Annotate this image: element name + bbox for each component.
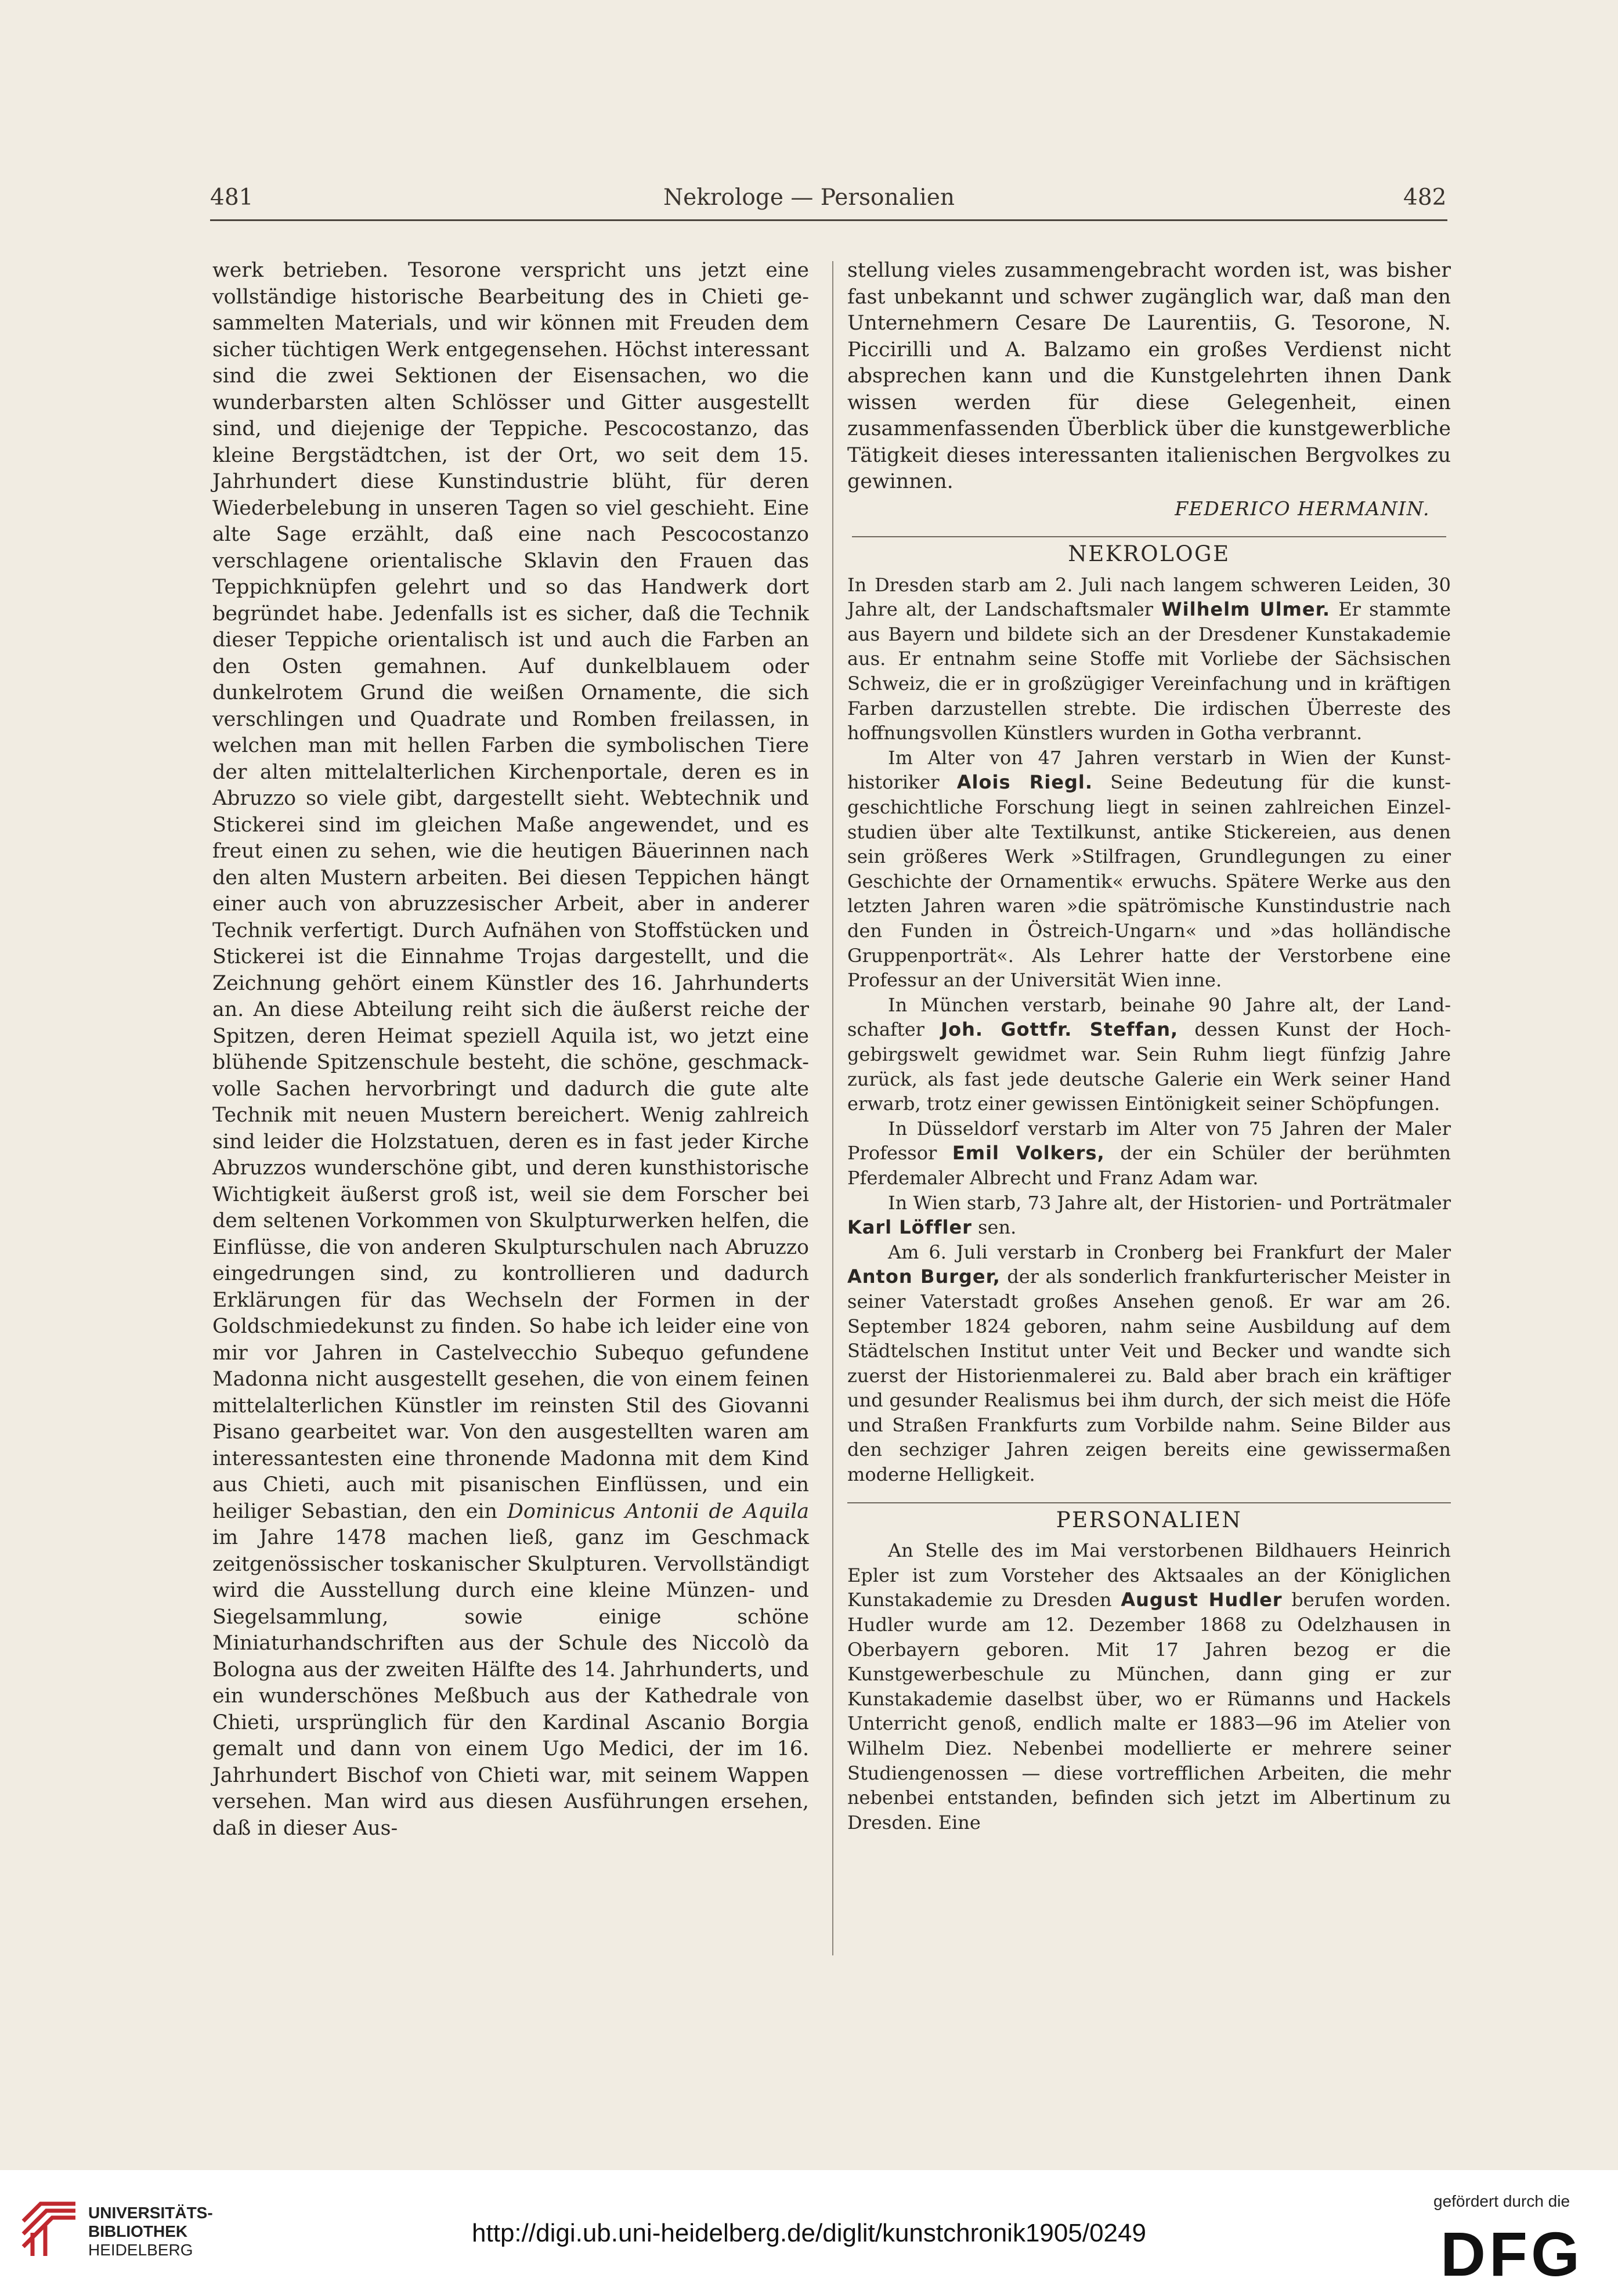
column-divider xyxy=(832,261,833,1955)
obituary-entry xyxy=(847,1240,1451,1487)
left-text-continued: im Jahre 1478 machen ließ, ganz im Geschmack zeitgenössischer toskanischer Skulpturen. Vervollständigt wird die Ausstellung durch eine kleine Münzen- und Siegelsammlung, sowie einige schöne Miniaturhandschriften aus der Schule des Niccolò da Bologna aus der zweiten Hälfte des 14. Jahrhunderts, und ein wunderschönes Meßbuch aus der Kathedrale von Chieti, ursprünglich für den Kardinal Ascanio Borgia gemalt und dann von einem Ugo Medici, der im 16. Jahrhundert Bischof von Chieti war, mit seinem Wappen versehen. Man wird aus diesen Ausführungen ersehen, daß in dieser Aus- xyxy=(212,1526,809,1840)
section-title-personalien: PERSONALIEN xyxy=(1056,1507,1243,1532)
obituary-text: sen. xyxy=(978,1216,1017,1239)
page-number-left: 481 xyxy=(210,185,254,211)
obituary-text: Seine Bedeutung für die kunstgeschichtliche Forschung liegt in seinen zahlreichen Einzelstudien über alte Textilkunst, antike Stickereien, aus denen sein größeres Werk »Stilfragen, Grundlegungen zu einer Geschichte der Ornamentik« erwuchs. Spätere Werke aus den letzten Jahren waren »die spätrömische Kunstindustrie nach den Funden in Östreich-Ungarn« und »das holländische Gruppenporträt«. Als Lehrer hatte der Verstorbene eine Professur an der Universität Wien inne. xyxy=(847,771,1451,992)
obituary-text: In München verstarb, beinahe 90 Jahre alt, der Landschafter xyxy=(847,993,1451,1041)
personalien-name: August Hudler xyxy=(1121,1589,1283,1611)
section-rule xyxy=(847,1502,1451,1503)
section-rule xyxy=(852,536,1446,537)
obituary-name: Joh. Gottfr. Steffan, xyxy=(941,1018,1179,1041)
obituary-entry xyxy=(847,1191,1451,1240)
author-signature: FEDERICO HERMANIN. xyxy=(1175,497,1430,520)
running-header-title: Nekrologe — Personalien xyxy=(663,185,955,211)
obituary-text: dessen Kunst der Hochgebirgswelt gewidmet war. Sein Ruhm liegt fünfzig Jahre zurück, als fast jede deutsche Galerie ein Werk seiner Hand erwarb, trotz einer gewissen Eintönigkeit seiner Schöpfungen. xyxy=(847,1018,1451,1115)
obituary-entry xyxy=(847,573,1451,746)
personalien-text: An Stelle des im Mai verstorbenen Bildhauers Heinrich Epler ist zum Vorsteher des Aktsaales an der Königlichen Kunstakademie zu Dresden xyxy=(847,1539,1451,1611)
left-column xyxy=(212,258,809,1842)
header-rule xyxy=(210,219,1447,221)
dfg-logo: DFG xyxy=(1440,2219,1583,2289)
source-url-link[interactable]: http://digi.ub.uni-heidelberg.de/diglit/kunstchronik1905/0249 xyxy=(472,2219,1146,2247)
obituary-entry xyxy=(847,993,1451,1116)
obituary-name: Emil Volkers, xyxy=(952,1142,1105,1165)
obituary-text: der ein Schüler der berühmten Pferdemaler Albrecht und Franz Adam war. xyxy=(847,1142,1451,1189)
personalien-text: berufen worden. Hudler wurde am 12. Dezember 1868 zu Odelzhausen in Oberbayern geboren. Mit 17 Jahren bezog er die Kunstgewerbeschule zu München, dann ging er zur Kunstakademie daselbst über, wo er Rümanns und Hackels Unterricht genoß, endlich malte er 1883—96 im Atelier von Wilhelm Diez. Nebenbei modellierte er mehrere seiner Studiengenossen — diese vortrefflichen Arbeiten, die mehr nebenbei entstanden, befinden sich jetzt im Albertinum zu Dresden. Eine xyxy=(847,1589,1451,1834)
obituary-entry xyxy=(847,746,1451,993)
obituary-text: der als sonderlich frankfurterischer Meister in seiner Vaterstadt großes Ansehen genoß. Er war am 26. September 1824 geboren, nahm seine Ausbildung auf dem Städtelschen Institut unter Veit und Becker und wandte sich zuerst der Historienmalerei zu. Bald aber brach ein kräftiger und gesunder Realismus bei ihm durch, der sich meist die Höfe und Straßen Frankfurts zum Vorbilde nahm. Seine Bilder aus den sechziger Jahren zeigen bereits eine gewissermaßen moderne Helligkeit. xyxy=(847,1265,1451,1486)
italic-name: Dominicus Antonii de Aquila xyxy=(507,1499,809,1523)
obituary-text: Am 6. Juli verstarb in Cronberg bei Frankfurt der Maler xyxy=(888,1241,1451,1263)
obituary-text: In Wien starb, 73 Jahre alt, der Historien- und Porträtmaler xyxy=(888,1191,1451,1214)
obituary-text: In Dresden starb am 2. Juli nach langem schweren Leiden, 30 Jahre alt, der Landschaftsmaler xyxy=(847,573,1451,621)
nekrologe-list xyxy=(847,573,1451,1487)
article-conclusion: stellung vieles zusammengebracht worden ist, was bisher fast unbekannt und schwer zugänglich war, daß man den Unternehmern Cesare De Laurentiis, G. Tesorone, N. Piccirilli und A. Balzamo ein großes Verdienst nicht absprechen kann und die Kunstgelehrten ihnen Dank wissen werden für diese Gelegenheit, einen zusammenfassenden Überblick über die kunstgewerbliche Tätigkeit dieses interessanten italienischen Bergvolkes zu gewinnen. xyxy=(847,259,1451,493)
library-line: UNIVERSITÄTS- xyxy=(88,2204,213,2222)
obituary-text: In Düsseldorf verstarb im Alter von 75 Jahren der Maler Professor xyxy=(847,1117,1451,1165)
section-title-nekrologe: NEKROLOGE xyxy=(1068,541,1230,567)
left-column-paragraph xyxy=(212,258,809,1842)
obituary-text: Im Alter von 47 Jahren verstarb in Wien der Kunsthistoriker xyxy=(847,746,1451,794)
library-line: HEIDELBERG xyxy=(88,2241,193,2259)
obituary-name: Alois Riegl. xyxy=(956,771,1093,794)
funding-caption: gefördert durch die xyxy=(1433,2192,1570,2210)
obituary-entry xyxy=(847,1116,1451,1191)
footer-bar xyxy=(0,2170,1618,2296)
obituary-name: Wilhelm Ulmer. xyxy=(1161,598,1330,621)
personalien-entry xyxy=(847,1538,1451,1835)
obituary-name: Anton Burger, xyxy=(847,1265,1001,1288)
library-line: BIBLIOTHEK xyxy=(88,2222,188,2240)
obituary-name: Karl Löffler xyxy=(847,1216,972,1239)
right-column xyxy=(847,258,1451,1835)
page-number-right: 482 xyxy=(1403,185,1447,211)
left-text: werk betrieben. Tesorone verspricht uns jetzt eine vollständige historische Bearbeitung des in Chieti gesammelten Materials, und wir können mit Freuden dem sicher tüchtigen Werk entgegensehen. Höchst interessant sind die zwei Sektionen der Eisensachen, wo die wunderbarsten alten Schlösser und Gitter ausgestellt sind, und diejenige der Teppiche. Pescocostanzo, das kleine Bergstädtchen, ist der Ort, wo seit dem 15. Jahrhundert diese Kunstindustrie blüht, für deren Wiederbelebung in unseren Tagen so viel geschieht. Eine alte Sage erzählt, daß eine nach Pescocostanzo verschlagene orientalische Sklavin den Frauen das Teppichknüpfen gelehrt und so das Handwerk dort begründet habe. Jedenfalls ist es sicher, daß die Technik dieser Teppiche orientalisch ist und auch die Farben an den Osten gemahnen. Auf dunkelblauem oder dunkelrotem Grund die weißen Ornamente, die sich verschlingen und Quadrate und Romben freilassen, in welchen man mit hellen Farben die symbolischen Tiere der alten mittelalterlichen Kirchenportale, deren es in Abruzzo so viele gibt, dargestellt sieht. Webtechnik und Stickerei sind im gleichen Maße angewendet, und es freut einen zu sehen, wie die heutigen Bäuerinnen nach den alten Mustern arbeiten. Bei diesen Teppichen hängt einer auch von abruzzesischer Arbeit, aber in anderer Technik verfertigt. Durch Aufnähen von Stoffstücken und Stickerei ist die Einnahme Trojas dargestellt, und die Zeichnung gehört einem Künstler des 16. Jahrhunderts an. An diese Abteilung reiht sich die äußerst reiche der Spitzen, deren Heimat speziell Aquila ist, wo jetzt eine blühende Spitzenschule besteht, die schöne, geschmackvolle Sachen hervorbringt und dadurch die gute alte Technik mit neuen Mustern bereichert. Wenig zahlreich sind leider die Holzstatuen, deren es in fast jeder Kirche Abruzzos wunderschöne gibt, und deren kunsthistorische Wichtigkeit äußerst groß ist, weil sie dem Forscher bei dem seltenen Vorkommen von Skulpturwerken helfen, die Einflüsse, die von anderen Skulpturschulen nach Abruzzo eingedrungen sind, zu kontrollieren und dadurch Erklärungen für das Wechseln der Formen in der Goldschmiedekunst zu finden. So habe ich leider eine von mir vor Jahren in Castelvecchio Subequo gefundene Madonna nicht ausgestellt gesehen, die von einem feinen mittelalterlichen Künstler im reinsten Stil des Giovanni Pisano gearbeitet war. Von den ausgestellten waren am interessantesten eine thronende Madonna mit dem Kind aus Chieti, auch mit pisanischen Einflüssen, und ein heiliger Sebastian, den ein xyxy=(212,259,809,1523)
obituary-text: Er stammte aus Bayern und bildete sich an der Dresdener Kunstakademie aus. Er entnahm seine Stoffe mit Vorliebe der Sächsischen Schweiz, die er in großzügiger Vereinfachung und in kräftigen Farben darzustellen strebte. Die irdischen Überreste des hoffnungsvollen Künstlers wurden in Gotha verbrannt. xyxy=(847,598,1451,744)
